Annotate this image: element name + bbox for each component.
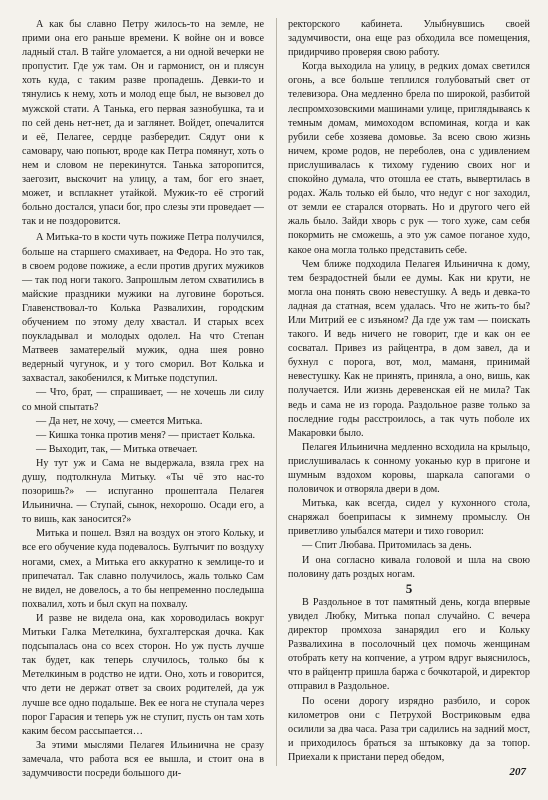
paragraph: Митька, как всегда, сидел у кухонного стола, снаряжал боеприпасы к зимнему промыслу. Он приветливо улыбался матери и тихо говорил: bbox=[288, 498, 530, 538]
right-column bbox=[288, 18, 530, 765]
paragraph: А Митька-то в кости чуть пожиже Петра получился, больше на старшего смахивает, на Федора. Но это так, в своем родове пожиже, а если против других мужиков — так под ноги такого. Запрошлым летом схватились в майские праздники мужики на луговине бороться. Главенствовал-то Колька Развалихин, городским обучением по этому делу хвастал. И старых всех поукладывал и молодых одолел. На что Степан Матвеев заматерелый мужик, одна шея ровно ведерный чугунок, и у того сморил. Вот Колька и захвастал, закобенился, к Митьке подступил. bbox=[22, 232, 264, 385]
paragraph: В Раздольное в тот памятный день, когда впервые увидел Любку, Митька попал случайно. С вечера директор промхоза занарядил его и Кольку Развалихина в посолочный цех помочь женщинам отобрать кету на копчение, а утром вдруг выяснилось, что в райцентр пришла баржа с бочкотарой, и директор отправил в Раздольное. bbox=[288, 596, 530, 693]
column-divider bbox=[276, 18, 277, 766]
page-number: 207 bbox=[509, 766, 526, 778]
paragraph: Митька и пошел. Взял на воздух он этого Кольку, и все его обучение куда подевалось. Бултычит по воздуху ногами, смех, а Митька его аккуратно к землице-то и припечатал. Так славно получилось, жаль только Сам не видел, не довелось, а то бы непременно последыша похвалил, хоть и был скуп на похвалу. bbox=[22, 528, 264, 610]
paragraph: И разве не видела она, как хороводилась вокруг Митьки Галка Метелкина, бухгалтерская дочка. Как подсыпалась она со всех сторон. Но уж пусть лучше так будет, как теперь случилось, только бы к Метелкиным в родство не идти. Оно, хоть и говорится, что дети не держат ответ за своих родителей, да уж лучше все одно подальше. Век ее нога не ступала через порог Гарасия и теперь уж не ступит, пусть он там хоть каким бесом рассыпается… bbox=[22, 612, 264, 737]
dialogue-line: — Что, брат, — спрашивает, — не хочешь ли силу со мной спытать? bbox=[22, 387, 264, 413]
paragraph: И она согласно кивала головой и шла на свою половину дать роздых ногам. bbox=[288, 554, 530, 580]
chapter-number: 5 bbox=[405, 580, 413, 596]
paragraph: По осени дорогу изрядно разбило, и сорок километров они с Петрухой Востриковым едва осилили за два часа. Раза три садились на задний мост, и приходилось браться за штыковку да за топор. Приехали к пристани перед обедом, bbox=[288, 695, 530, 763]
dialogue-line: — Выходит, так, — Митька отвечает. bbox=[36, 443, 198, 455]
paragraph: Ну тут уж и Сама не выдержала, взяла грех на душу, подтолкнула Митьку. «Ты чё это нас-то позоришь?» — испуганно прошептала Пелагея Ильинична. — Ступай, сынок, нехорошо. Осади его, а то вишь, как заносится?» bbox=[22, 457, 264, 526]
dialogue-line: — Да нет, не хочу, — смеется Митька. bbox=[36, 415, 203, 427]
paragraph: Когда выходила на улицу, в редких домах светился огонь, а все больше теплился голубоватый свет от телевизора. Она медленно брела по широкой, разбитой леспромхозовскими машинами улице, приглядываясь к темным домам, мимоходом вспоминая, когда и как рубили себе хозяева домовье. За всею свою жизнь ничем, кроме родов, не переболев, она с удивлением прислушивалась к тихому гудению своих ног и спокойно думала, что отошла ее стать, вывертилась в родах. Жаль только ей было, что недуг с ног заходил, от земли ее старался оторвать. Но и другого чего ей жаль было. Зайди хворь с рук — того хуже, сам себя покормить не сможешь, а это уж самое поганое худо, какое она могла только представить себе. bbox=[288, 61, 530, 256]
paragraph: Пелагея Ильинична медленно всходила на крыльцо, прислушивалась к сонному уоканью кур в пригоне и шумным вздохом коровы, шаркала сапогами о половичок и отворяла двери в дом. bbox=[288, 441, 530, 496]
dialogue-line: — Кишка тонка против меня? — пристает Колька. bbox=[36, 429, 256, 441]
dialogue-line: — Спит Любава. Притомилась за день. bbox=[302, 540, 472, 552]
paragraph: ректорского кабинета. Улыбнувшись своей задумчивости, она еще раз обходила все помещения, придирчиво проверяя свою работу. bbox=[288, 19, 530, 59]
paragraph: Чем ближе подходила Пелагея Ильинична к дому, тем безрадостней были ее думы. Как ни крути, не могла она понять свою невестушку. А ведь и девка-то ладная да статная, всем удалась. Что не жить-то бы? Или Митрий ее с изъяном? Да где уж там — поискать такого. И ведь ничего не говорит, где и как он ее сосватал. Привез из райцентра, в дом завел, да и бухнул с порога, вот, мол, маманя, принимай невестушку. Как не принять, приняла, а оно, вишь, как получается. Или жизнь деревенская ей не мила? Так ведь и сама не из города. Раздольное разве только за последние годы расстроилось, а так чуть поболе их Макаровки было. bbox=[288, 258, 530, 439]
left-column bbox=[22, 18, 264, 781]
paragraph: За этими мыслями Пелагея Ильинична не сразу замечала, что работа вся ее вышла, и стоит она в задумчивости посреди большого ди- bbox=[22, 739, 264, 779]
paragraph: А как бы славно Петру жилось-то на земле, не прими она его раньше времени. К войне он и вовсе ладный стал. В тайге уломается, а ни одной вечерки не пропустит. Где уж там. Он и гармонист, он и плясун хоть куда, с таким разве пропадешь. Девки-то и тянулись к нему, хоть и молод еще был, не вызовел до мужской стати. А Танька, его первая зазнобушка, та и по сей день нет-нет, да и заглянет. Войдет, опечалится и её, Пелагее, сердце разбередит. Сядут они к самовару, чаю попьют, вроде как Петра помянут, хоть о нем и словом не перекинутся. Танька заторопится, заегозит, выскочит на улицу, а там, бог его знает, может, и всплакнет утайкой. Мужик-то её строгий больно достался, упаси бог, про слезы эти проведает — так и не поздоровится. bbox=[22, 19, 264, 228]
